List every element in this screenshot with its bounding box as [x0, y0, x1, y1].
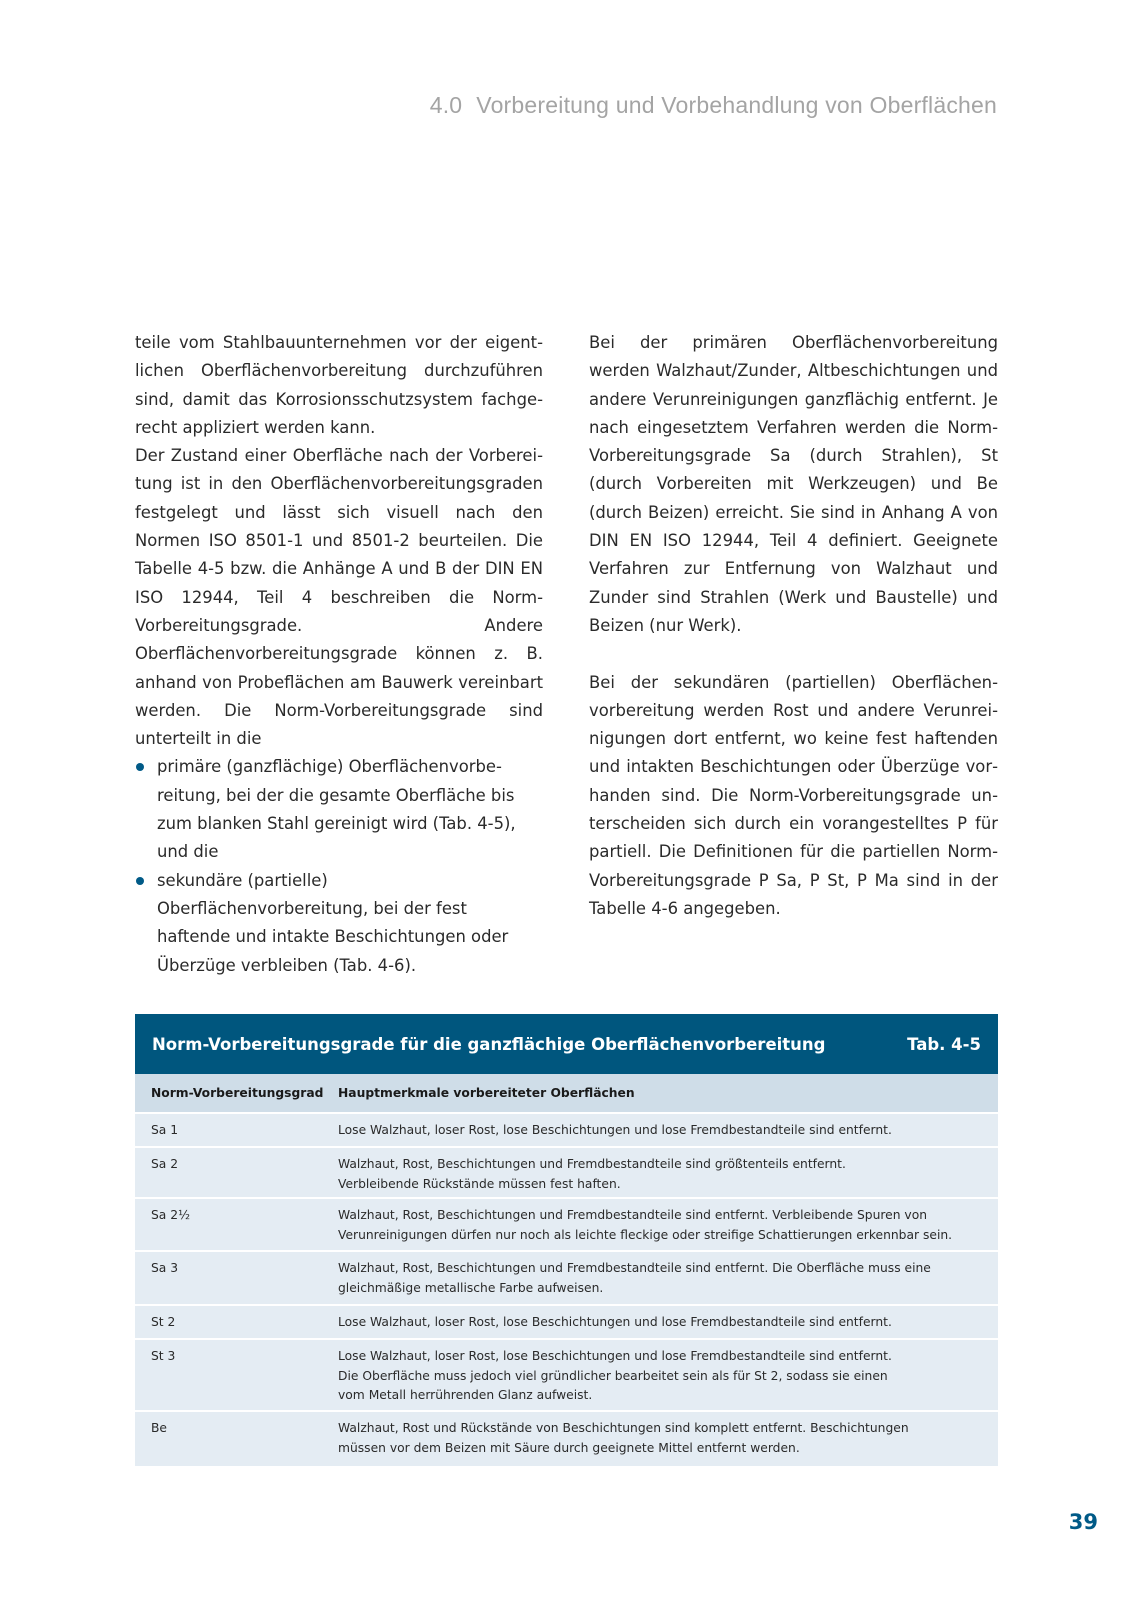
page-number: 39: [1068, 1510, 1098, 1534]
row-grade: Sa 3: [151, 1261, 179, 1275]
row-grade: Sa 2½: [151, 1208, 190, 1222]
row-description: Walzhaut, Rost, Beschichtungen und Fremdbestandteile sind entfernt. Verbleibende Spuren von Verunreinigungen dürfen nur noch als leichte fleckige oder streifige Schattierungen erkennbar sein.: [338, 1208, 953, 1242]
table-title-bar: [135, 1014, 998, 1074]
column-header-grade: Norm-Vorbereitungsgrad: [151, 1086, 324, 1100]
right-paragraph-2: Bei der sekundären (partiellen) Oberflächenvorbereitung werden Rost und andere Verunreinigungen dort entfernt, wo keine fest haftenden und intakten Beschichtungen oder Überzüge vorhanden sind. Die Norm-Vorbereitungsgrade unterscheiden sich durch ein vorangestelltes P für partiell. Die Definitionen für die partiellen Norm-Vorbereitungsgrade P Sa, P St, P Ma sind in der Tabelle 4-6 angegeben.: [589, 672, 998, 918]
bullet-item: [135, 867, 543, 980]
row-grade: St 2: [151, 1315, 176, 1329]
table-column-headers: [135, 1074, 998, 1114]
right-paragraph-1: Bei der primären Oberflächenvorbereitung werden Walzhaut/Zunder, Altbeschichtungen und andere Verunreinigungen ganzflächig entfernt. Je nach eingesetztem Verfahren werden die Norm-Vorbereitungsgrade Sa (durch Strahlen), St (durch Vorbereiten mit Werkzeugen) und Be (durch Beizen) erreicht. Sie sind in Anhang A von DIN EN ISO 12944, Teil 4 definiert. Geeignete Verfahren zur Entfernung von Walzhaut und Zunder sind Strahlen (Werk und Baustelle) und Beizen (nur Werk).: [589, 333, 998, 635]
table-row: [135, 1114, 998, 1148]
left-paragraph-1: teile vom Stahlbauunternehmen vor der eigentlichen Oberflächenvorbereitung durchzuführen sind, damit das Korrosionsschutzsystem fachgerecht appliziert werden kann.: [135, 333, 543, 437]
row-description: Lose Walzhaut, loser Rost, lose Beschichtungen und lose Fremdbestandteile sind entfernt.: [338, 1123, 892, 1137]
section-header: [430, 92, 997, 119]
table-label: Tab. 4-5: [907, 1034, 981, 1054]
table-row: [135, 1340, 998, 1412]
table-row: [135, 1252, 998, 1306]
row-description: Lose Walzhaut, loser Rost, lose Beschichtungen und lose Fremdbestandteile sind entfernt. Die Oberfläche muss jedoch viel gründlicher bearbeitet sein als für St 2, sodass sie einen vom Metall herrührenden Glanz aufweist.: [338, 1349, 892, 1402]
row-grade: Be: [151, 1421, 168, 1435]
bullet-list: [135, 753, 543, 979]
table-row: [135, 1199, 998, 1252]
bullet-icon: [136, 877, 144, 885]
chapter-title: Vorbereitung und Vorbehandlung von Oberflächen: [476, 92, 997, 118]
row-description: Walzhaut, Rost, Beschichtungen und Fremdbestandteile sind entfernt. Die Oberfläche muss eine gleichmäßige metallische Farbe aufweisen.: [338, 1261, 931, 1295]
row-grade: Sa 2: [151, 1157, 179, 1171]
bullet-text: primäre (ganzflächige) Oberflächenvorbereitung, bei der die gesamte Oberfläche bis zum blanken Stahl gereinigt wird (Tab. 4-5), und die: [157, 757, 516, 862]
right-column: [589, 329, 998, 923]
row-description: Lose Walzhaut, loser Rost, lose Beschichtungen und lose Fremdbestandteile sind entfernt.: [338, 1315, 892, 1329]
table-row: [135, 1306, 998, 1340]
table-row: [135, 1412, 998, 1468]
left-column: [135, 329, 543, 980]
table-row: [135, 1148, 998, 1199]
row-description: Walzhaut, Rost und Rückstände von Beschichtungen sind komplett entfernt. Beschichtungen müssen vor dem Beizen mit Säure durch geeignete Mittel entfernt werden.: [338, 1421, 909, 1455]
row-description: Walzhaut, Rost, Beschichtungen und Fremdbestandteile sind größtenteils entfernt. Verbleibende Rückstände müssen fest haften.: [338, 1157, 846, 1191]
column-header-features: Hauptmerkmale vorbereiteter Oberflächen: [338, 1086, 635, 1100]
preparation-grades-table: [135, 1014, 998, 1468]
bullet-icon: [136, 763, 144, 771]
bullet-text: sekundäre (partielle) Oberflächenvorbereitung, bei der fest haftende und intakte Beschichtungen oder Überzüge verbleiben (Tab. 4-6).: [157, 870, 509, 975]
table-title: Norm-Vorbereitungsgrade für die ganzflächige Oberflächenvorbereitung: [152, 1034, 826, 1054]
left-paragraph-2: Der Zustand einer Oberfläche nach der Vorbereitung ist in den Oberflächenvorbereitungsgraden festgelegt und lässt sich visuell nach den Normen ISO 8501-1 und 8501-2 beurteilen. Die Tabelle 4-5 bzw. die Anhänge A und B der DIN EN ISO 12944, Teil 4 beschreiben die Norm-Vorbereitungsgrade. Andere Oberflächenvorbereitungsgrade können z. B. anhand von Probeflächen am Bauwerk vereinbart werden. Die Norm-Vorbereitungsgrade sind unterteilt in die: [135, 446, 543, 749]
bullet-item: [135, 753, 543, 866]
chapter-number: 4.0: [429, 92, 463, 118]
row-grade: Sa 1: [151, 1123, 179, 1137]
row-grade: St 3: [151, 1349, 176, 1363]
